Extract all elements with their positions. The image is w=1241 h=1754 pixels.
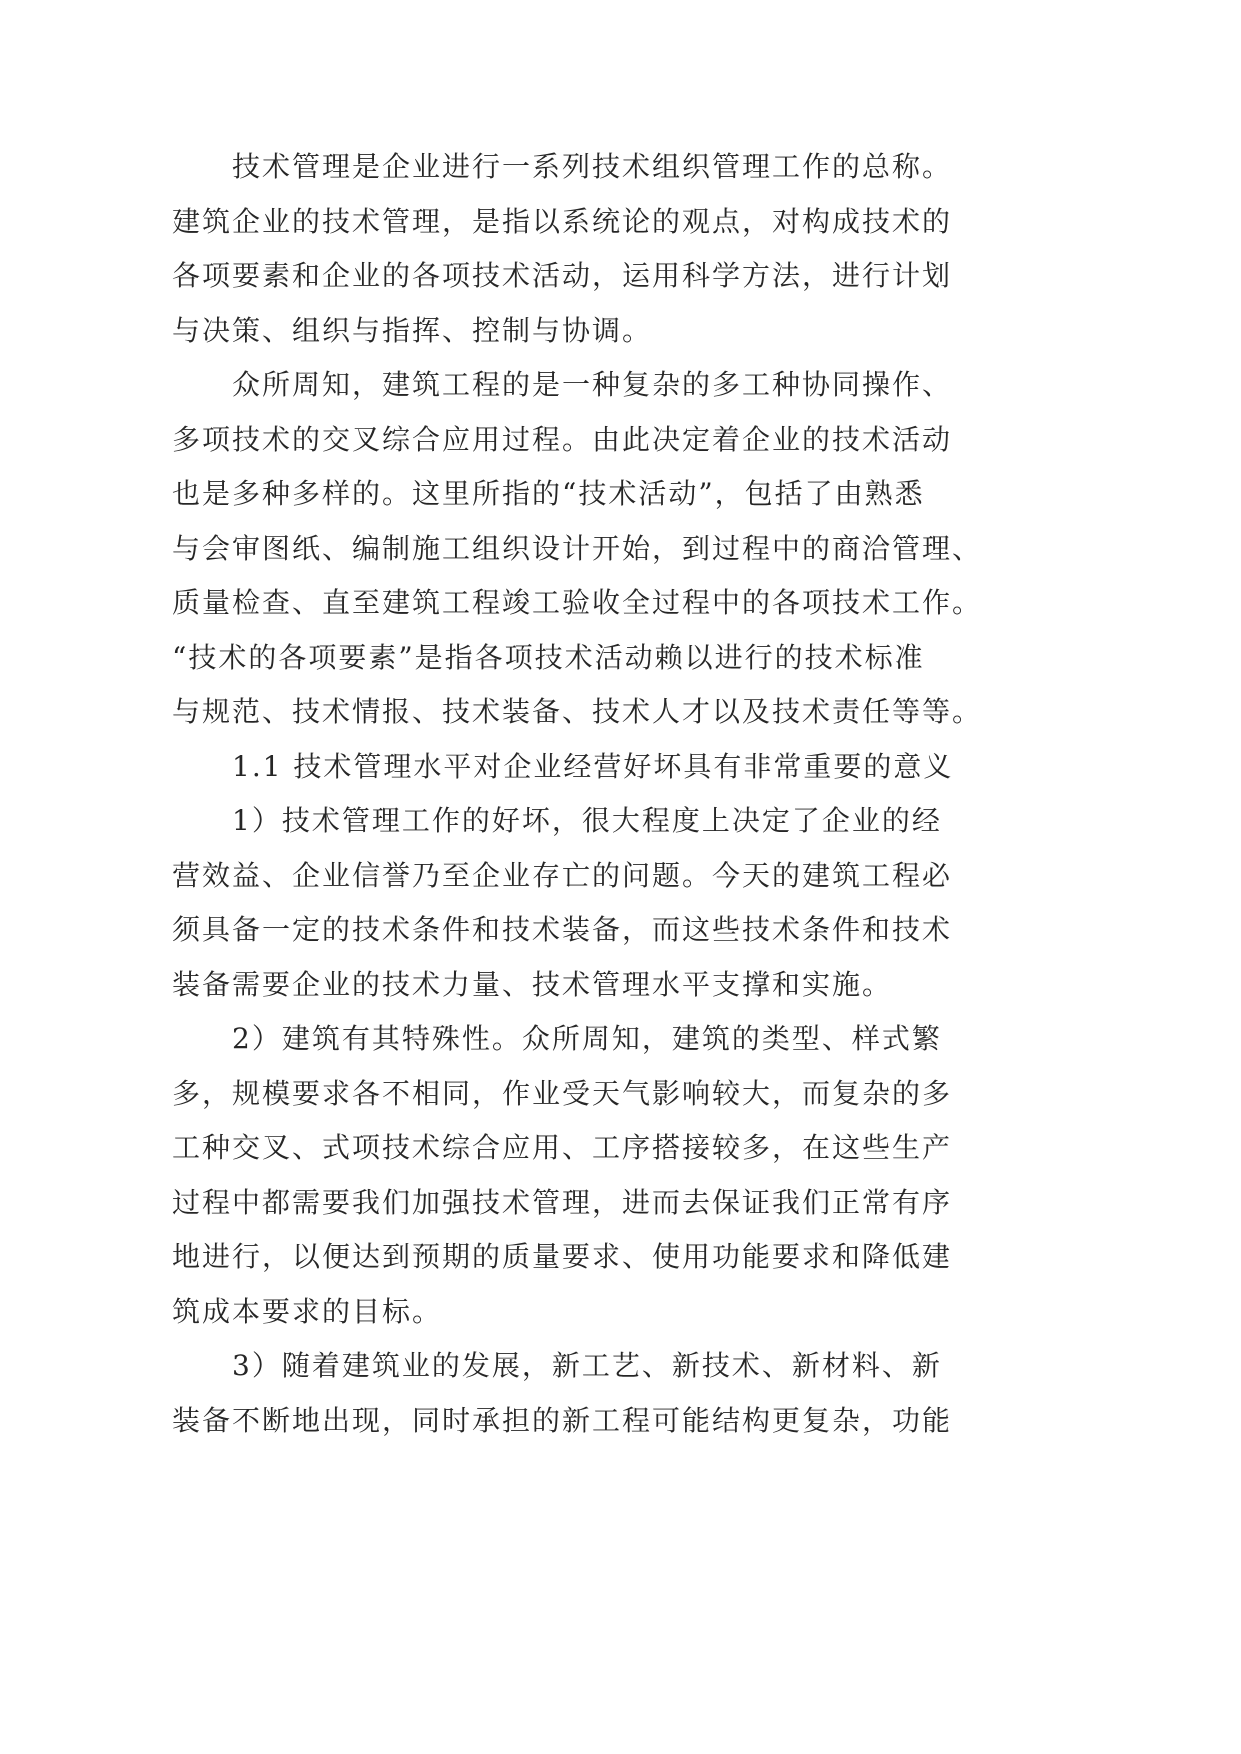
paragraph-line: 建筑企业的技术管理，是指以系统论的观点，对构成技术的 xyxy=(172,204,953,238)
paragraph-line: 与规范、技术情报、技术装备、技术人才以及技术责任等等。 xyxy=(172,695,983,728)
paragraph-line: 也是多种多样的。这里所指的“技术活动”，包括了由熟悉 xyxy=(172,477,925,510)
paragraph-line: 装备需要企业的技术力量、技术管理水平支撑和实施。 xyxy=(172,967,893,1001)
document-body xyxy=(172,140,983,1448)
paragraph-line: 3）随着建筑业的发展，新工艺、新技术、新材料、新 xyxy=(232,1349,942,1382)
paragraph-line: 技术管理是企业进行一系列技术组织管理工作的总称。 xyxy=(232,150,953,183)
paragraph-line: 工种交叉、式项技术综合应用、工序搭接较多，在这些生产 xyxy=(172,1131,953,1164)
paragraph-line: 须具备一定的技术条件和技术装备，而这些技术条件和技术 xyxy=(172,913,953,946)
paragraph-line: 筑成本要求的目标。 xyxy=(172,1294,443,1328)
paragraph-line: “技术的各项要素”是指各项技术活动赖以进行的技术标准 xyxy=(172,640,925,674)
paragraph xyxy=(172,140,953,358)
section-heading-text: 1.1 技术管理水平对企业经营好坏具有非常重要的意义 xyxy=(232,749,954,783)
paragraph-line: 营效益、企业信誉乃至企业存亡的问题。今天的建筑工程必 xyxy=(172,858,953,892)
paragraph-line: 过程中都需要我们加强技术管理，进而去保证我们正常有序 xyxy=(172,1185,953,1219)
paragraph-line: 2）建筑有其特殊性。众所周知，建筑的类型、样式繁 xyxy=(232,1022,942,1055)
paragraph-line: 质量检查、直至建筑工程竣工验收全过程中的各项技术工作。 xyxy=(172,586,983,619)
section-heading xyxy=(172,740,954,795)
paragraph-line: 装备不断地出现，同时承担的新工程可能结构更复杂，功能 xyxy=(172,1403,953,1437)
paragraph-line: 与决策、组织与指挥、控制与协调。 xyxy=(172,313,653,347)
paragraph-line: 1）技术管理工作的好坏，很大程度上决定了企业的经 xyxy=(232,804,942,837)
paragraph-line: 多项技术的交叉综合应用过程。由此决定着企业的技术活动 xyxy=(172,422,953,456)
paragraph-line: 各项要素和企业的各项技术活动，运用科学方法，进行计划 xyxy=(172,259,953,292)
paragraph-line: 多，规模要求各不相同，作业受天气影响较大，而复杂的多 xyxy=(172,1076,953,1110)
paragraph xyxy=(172,358,983,740)
paragraph xyxy=(172,794,953,1012)
paragraph xyxy=(172,1339,953,1448)
paragraph-line: 众所周知，建筑工程的是一种复杂的多工种协同操作、 xyxy=(232,368,953,401)
paragraph xyxy=(172,1012,953,1339)
paragraph-line: 地进行，以便达到预期的质量要求、使用功能要求和降低建 xyxy=(172,1240,953,1273)
paragraph-line: 与会审图纸、编制施工组织设计开始，到过程中的商洽管理、 xyxy=(172,531,983,565)
